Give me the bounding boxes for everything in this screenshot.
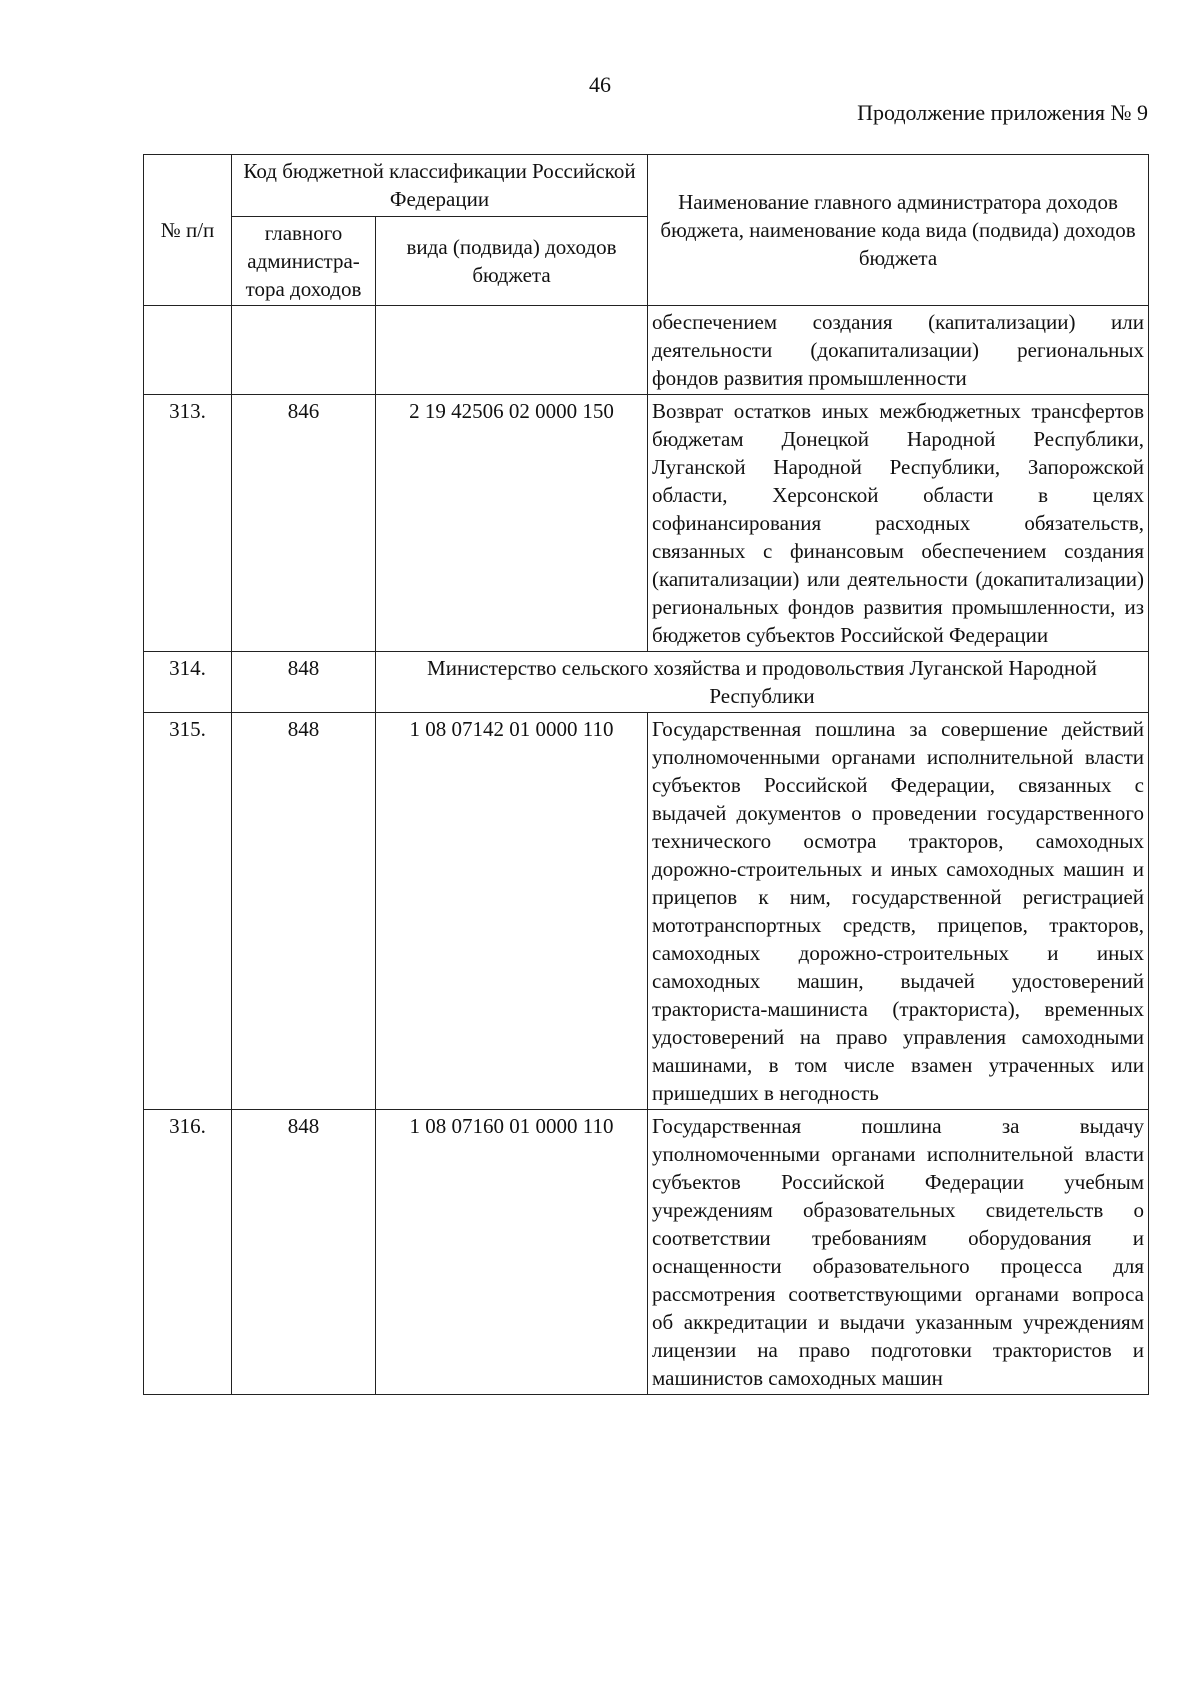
row-admin-code: 848 — [232, 1110, 376, 1395]
row-admin-code: 846 — [232, 395, 376, 652]
table-body — [144, 306, 1149, 1395]
row-num: 314. — [144, 652, 232, 713]
section-title: Министерство сельского хозяйства и продовольствия Луганской Народной Республики — [376, 652, 1149, 713]
revenue-table — [143, 154, 1149, 1395]
page-number: 46 — [589, 72, 611, 97]
header-num: № п/п — [144, 155, 232, 306]
table-header — [144, 155, 1149, 306]
table-row — [144, 306, 1149, 395]
table-row-section — [144, 652, 1149, 713]
row-num: 313. — [144, 395, 232, 652]
row-name: Возврат остатков иных межбюджетных трансфертов бюджетам Донецкой Народной Республики, Луганской Народной Республики, Запорожской области, Херсонской области в целях софинансирования расходных обязательств, связанных с финансовым обеспечением создания (капитализации) или деятельности (докапитализации) региональных фондов развития промышленности, из бюджетов субъектов Российской Федерации — [648, 395, 1149, 652]
row-type-code: 1 08 07142 01 0000 110 — [376, 713, 648, 1110]
header-type-code: вида (подвида) доходов бюджета — [376, 217, 648, 306]
table-row — [144, 395, 1149, 652]
header-classification-group: Код бюджетной классификации Российской Федерации — [232, 155, 648, 217]
header-name: Наименование главного администратора доходов бюджета, наименование кода вида (подвида) доходов бюджета — [648, 155, 1149, 306]
row-name: Государственная пошлина за совершение действий уполномоченными органами исполнительной власти субъектов Российской Федерации, связанных с выдачей документов о проведении государственного технического осмотра тракторов, самоходных дорожно-строительных и иных самоходных машин и прицепов к ним, государственной регистрацией мототранспортных средств, прицепов, тракторов, самоходных дорожно-строительных и иных самоходных машин, выдачей удостоверений тракториста-машиниста (тракториста), временных удостоверений на право управления самоходными машинами, в том числе взамен утраченных или пришедших в негодность — [648, 713, 1149, 1110]
row-type-code — [376, 306, 648, 395]
row-name: обеспечением создания (капитализации) или деятельности (докапитализации) региональных фондов развития промышленности — [648, 306, 1149, 395]
row-num: 316. — [144, 1110, 232, 1395]
row-type-code: 1 08 07160 01 0000 110 — [376, 1110, 648, 1395]
table-row — [144, 1110, 1149, 1395]
row-admin-code: 848 — [232, 713, 376, 1110]
row-num — [144, 306, 232, 395]
row-admin-code: 848 — [232, 652, 376, 713]
row-name: Государственная пошлина за выдачу уполномоченными органами исполнительной власти субъектов Российской Федерации учебным учреждениям образовательных свидетельств о соответствии требованиям оборудования и оснащенности образовательного процесса для рассмотрения соответствующими органами вопроса об аккредитации и выдачи указанным учреждениям лицензии на право подготовки трактористов и машинистов самоходных машин — [648, 1110, 1149, 1395]
table-row — [144, 713, 1149, 1110]
appendix-continuation: Продолжение приложения № 9 — [857, 100, 1148, 125]
row-num: 315. — [144, 713, 232, 1110]
header-admin-code: главного администра-тора доходов — [232, 217, 376, 306]
row-admin-code — [232, 306, 376, 395]
row-type-code: 2 19 42506 02 0000 150 — [376, 395, 648, 652]
